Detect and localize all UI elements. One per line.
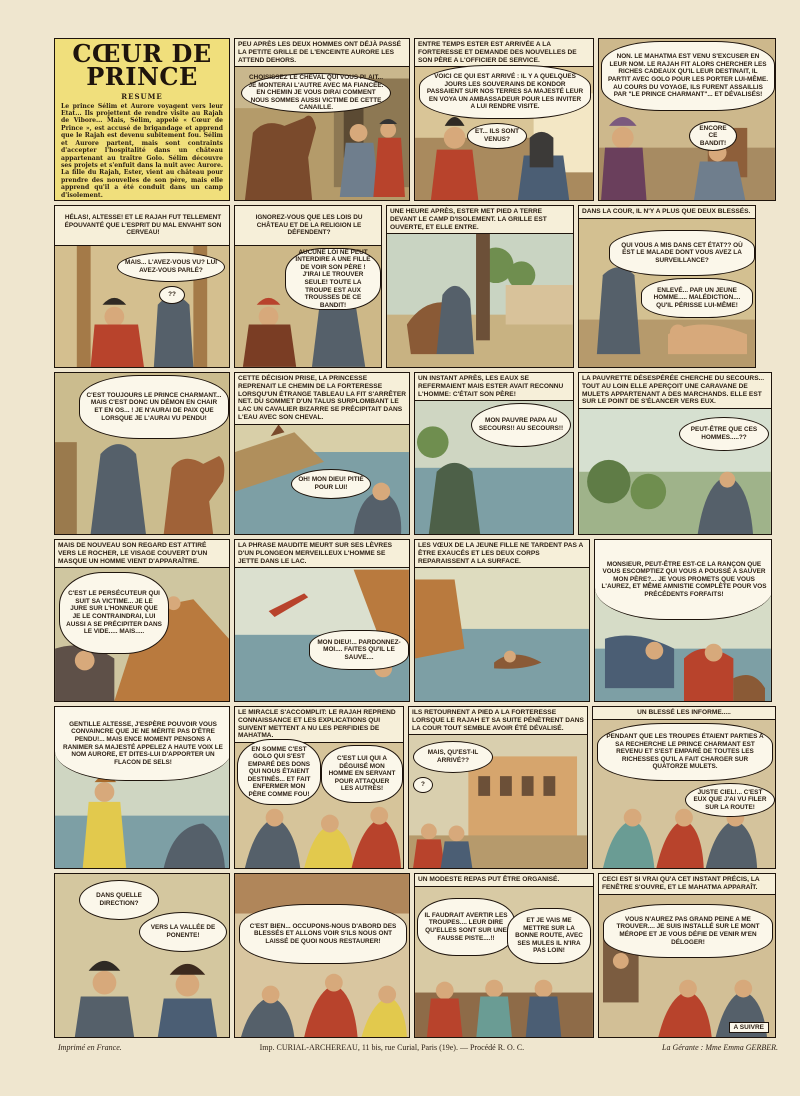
speech-bubble: GENTILLE ALTESSE, J'ESPÈRE POUVOIR VOUS CONVAINCRE QUE JE NE MÉRITE PAS D'ÊTRE PENDU!... MAIS ENCE MOMENT PENSONS A RANIMER SA MAJESTÉ APPELEZ A HAUTE VOIX LE NOM AURORE, ET DITES-LUI D'APPORTER UN FLACON DE SELS! (55, 707, 230, 781)
comic-panel-5-1 (54, 706, 230, 869)
panel-caption: PEU APRÈS LES DEUX HOMMES ONT DÉJÀ PASSÉ LA PETITE GRILLE DE L'ENCEINTE AURORE LES ATTEND DEHORS. (235, 39, 409, 67)
speech-bubble: MON DIEU!... PARDONNEZ-MOI.... FAITES QU'IL LE SAUVE.... (309, 630, 409, 670)
speech-bubble: VERS LA VALLÉE DE PONENTE! (139, 912, 227, 952)
comic-panel-2-2 (234, 205, 382, 368)
comic-page (54, 38, 776, 1038)
comic-row-6 (54, 873, 776, 1038)
speech-bubble: C'EST TOUJOURS LE PRINCE CHARMANT... MAIS C'EST DONC UN DÉMON EN CHAIR ET EN OS... ! JE N'AURAI DE PAIX QUE LORSQUE JE L'AURAI VU PENDU! (79, 375, 229, 439)
comic-panel-4-1 (54, 539, 230, 702)
speech-bubble: C'EST LUI QUI A DÉGUISÉ MON HOMME EN SERVANT POUR ATTAQUER LES AUTRES! (321, 745, 403, 803)
speech-bubble: DANS QUELLE DIRECTION? (79, 880, 159, 920)
comic-row-5 (54, 706, 776, 869)
comic-panel-4-3 (414, 539, 590, 702)
resume-label: RESUME (121, 91, 163, 101)
panel-caption: LE MIRACLE S'ACCOMPLIT: LE RAJAH REPREND CONNAISSANCE ET LES EXPLICATIONS QUI SUIVENT METTENT A NU LES PERFIDIES DE MAHATMA. (235, 707, 403, 743)
comic-panel-2-3 (386, 205, 574, 368)
resume-text: Le prince Sélim et Aurore voyagent vers leur Etat... Ils projettent de rendre visite au Rajah de Vibore... Mais, Sélim, appelé « Cœur de Prince », est accusé de brigandage et apprend que le Rajah est devenu subitement fou. Sélim et Aurore partent, mais sont contraints d'accepter l'hospitalité dans un château appartenant au traître Golo. Sélim découvre ses projets et s'enfuit dans la nuit avec Aurore. La fille du Rajah, Ester, vient au château pour prendre des nouvelles de son père, mais elle apprend qu'il a été conduit dans un camp d'isolement. (61, 102, 223, 199)
comic-panel-6-4 (598, 873, 776, 1038)
speech-bubble: IL FAUDRAIT AVERTIR LES TROUPES.... LEUR DIRE QU'ELLES SONT SUR UNE FAUSSE PISTE....!! (417, 898, 515, 956)
panel-caption: UN BLESSÉ LES INFORME..... (593, 707, 775, 720)
comic-panel-3-2 (234, 372, 410, 535)
comic-panel-1-3 (414, 38, 594, 201)
panel-caption: UN INSTANT APRÈS, LES EAUX SE REFERMAIENT MAIS ESTER AVAIT RECONNU L'HOMME: C'ÉTAIT SON PÈRE! (415, 373, 573, 401)
speech-bubble: VOICI CE QUI EST ARRIVÉ : IL Y A QUELQUES JOURS LES SOUVERAINS DE KONDOR PASSAIENT SUR NOS TERRES SA MAJESTÉ LEUR EN VOYA UN AMBASSADEUR POUR LES INVITER A LUI RENDRE VISITE. (419, 65, 591, 119)
panel-caption: CETTE DÉCISION PRISE, LA PRINCESSE REPRENAIT LE CHEMIN DE LA FORTERESSE LORSQU'UN ÉTRANGE TABLEAU LA FIT S'ARRÊTER NET. DU SOMMET D'UN TALUS SURPLOMBANT LE LAC UN CAVALIER BIZARRE SE PRÉCIPITAIT DANS L'EAU AVEC SON CHEVAL. (235, 373, 409, 425)
speech-bubble: C'EST LE PERSÉCUTEUR QUI SUIT SA VICTIME... JE LE JURE SUR L'HONNEUR QUE JE LE CONTRAINDRAI, LUI AUSSI A SE PRÉCIPITER DANS LE VIDE..... MAIS..... (59, 572, 169, 654)
speech-bubble: AUCUNE LOI NE PEUT INTERDIRE A UNE FILLE DE VOIR SON PÈRE ! J'IRAI LE TROUVER SEULE! TOUTE LA TROUPE EST AUX TROUSSES DE CE BANDIT! (285, 248, 381, 310)
comic-row-1 (54, 38, 776, 201)
speech-bubble: CHOISISSEZ LE CHEVAL QUI VOUS PLAIT... JE MONTERAI L'AUTRE AVEC MA FIANCÉE. EN CHEMIN JE VOUS DIRAI COMMENT NOUS SOMMES AUSSI VICTIME DE CETTE CANAILLE. (241, 73, 391, 113)
comic-panel-6-1 (54, 873, 230, 1038)
speech-bubble: MAIS... L'AVEZ-VOUS VU? LUI AVEZ-VOUS PARLÉ? (117, 252, 225, 282)
speech-bubble: VOUS N'AUREZ PAS GRAND PEINE A ME TROUVER.... JE SUIS INSTALLÉ SUR LE MONT MÉROPE ET JE VOUS DÉFIE DE VENIR M'EN DÉLOGER! (603, 904, 773, 958)
comic-panel-3-3 (414, 372, 574, 535)
comic-row-2 (54, 205, 776, 368)
comic-panel-2-1 (54, 205, 230, 368)
panel-caption: ILS RETOURNENT A PIED A LA FORTERESSE LORSQUE LE RAJAH ET SA SUITE PÉNÈTRENT DANS LA COUR TOUT SEMBLE AVOIR ÉTÉ DÉVALISÉ. (409, 707, 587, 735)
comic-row-3 (54, 372, 776, 535)
a-suivre-label: A SUIVRE (729, 1022, 769, 1033)
comic-panel-3-1 (54, 372, 230, 535)
speech-bubble: ET... ILS SONT VENUS? (467, 123, 527, 149)
comic-panel-4-4 (594, 539, 772, 702)
speech-bubble: PEUT-ÊTRE QUE CES HOMMES.....?? (679, 417, 769, 451)
speech-bubble: MAIS, QU'EST-IL ARRIVÉ?? (413, 741, 493, 773)
speech-bubble: JUSTE CIEL!... C'EST EUX QUE J'AI VU FILER SUR LA ROUTE! (685, 783, 775, 817)
speech-bubble: PENDANT QUE LES TROUPES ÉTAIENT PARTIES A SA RECHERCHE LE PRINCE CHARMANT EST REVENU ET S'EST EMPARÉ DE TOUTES LES RICHESSES QU'IL A FAIT CHARGER SUR QUATORZE MULETS. (597, 723, 773, 781)
speech-bubble: OH! MON DIEU! PITIÉ POUR LUI! (291, 469, 371, 499)
speech-bubble: ? (413, 777, 433, 793)
speech-bubble: IGNOREZ-VOUS QUE LES LOIS DU CHÂTEAU ET DE LA RELIGION LE DÉFENDENT? (235, 206, 382, 246)
speech-bubble: EN SOMME C'EST GOLO QUI S'EST EMPARÉ DES DONS QUI NOUS ÉTAIENT DESTINÉS... ET FAIT ENFERMER MON PÈRE COMME FOU! (237, 739, 321, 805)
comic-panel-1-4 (598, 38, 776, 201)
speech-bubble: C'EST BIEN... OCCUPONS-NOUS D'ABORD DES BLESSÉS ET ALLONS VOIR S'ILS NOUS ONT LAISSÉ DE QUOI NOUS RESTAURER! (239, 904, 407, 964)
panel-caption: MAIS DE NOUVEAU SON REGARD EST ATTIRÉ VERS LE ROCHER, LE VISAGE COUVERT D'UN MASQUE UN HOMME VIENT D'APPARAÎTRE. (55, 540, 229, 568)
footer-center: Imp. CURIAL-ARCHEREAU, 11 bis, rue Curial, Paris (19e). — Procédé R. O. C. (259, 1043, 525, 1052)
speech-bubble: ET JE VAIS ME METTRE SUR LA BONNE ROUTE, AVEC SES MULES IL N'IRA PAS LOIN! (507, 908, 591, 964)
speech-bubble: ENLEVÉ... PAR UN JEUNE HOMME..... MALÉDICTION.... QU'IL PÉRISSE LUI-MÊME! (641, 278, 753, 318)
comic-panel-5-2 (234, 706, 404, 869)
comic-panel-1-2 (234, 38, 410, 201)
comic-panel-5-4 (592, 706, 776, 869)
panel-caption: CECI EST SI VRAI QU'A CET INSTANT PRÉCIS, LA FENÊTRE S'OUVRE, ET LE MAHATMA APPARAÎT. (599, 874, 775, 895)
comic-panel-4-2 (234, 539, 410, 702)
story-title: CŒUR DE PRINCE (72, 39, 212, 91)
panel-caption: ENTRE TEMPS ESTER EST ARRIVÉE A LA FORTERESSE ET DEMANDE DES NOUVELLES DE SON PÈRE A L'OFFICIER DE SERVICE. (415, 39, 593, 67)
speech-bubble: ?? (159, 286, 185, 304)
speech-bubble: MONSIEUR, PEUT-ÊTRE EST-CE LA RANÇON QUE VOUS ESCOMPTIEZ QUI VOUS A POUSSÉ A SAUVER MON PÈRE?... JE VOUS PROMETS QUE VOUS L'AUREZ, ET MÊME AMNISTIE COMPLÈTE POUR VOS PRÉCÉDENTS FORFAITS! (595, 540, 772, 620)
comic-row-4 (54, 539, 776, 702)
panel-caption: LES VŒUX DE LA JEUNE FILLE NE TARDENT PAS A ÊTRE EXAUCÉS ET LES DEUX CORPS REPARAISSENT A LA SURFACE. (415, 540, 589, 568)
comic-panel-5-3 (408, 706, 588, 869)
speech-bubble: MON PAUVRE PAPA AU SECOURS!! AU SECOURS!! (471, 403, 571, 447)
title-block (54, 38, 230, 201)
comic-panel-3-4 (578, 372, 772, 535)
footer-right: La Gérante : Mme Emma GERBER. (662, 1043, 778, 1052)
comic-panel-2-4 (578, 205, 756, 368)
page-footer (58, 1043, 778, 1052)
speech-bubble: ENCORE CE BANDIT! (689, 121, 737, 151)
speech-bubble: QUI VOUS A MIS DANS CET ÉTAT?? OÙ EST LE MALADE DONT VOUS AVEZ LA SURVEILLANCE? (609, 230, 755, 276)
panel-caption: DANS LA COUR, IL N'Y A PLUS QUE DEUX BLESSÉS. (579, 206, 755, 219)
panel-caption: LA PAUVRETTE DÉSESPÉRÉE CHERCHE DU SECOURS... TOUT AU LOIN ELLE APERÇOIT UNE CARAVANE DE MULETS APPARTENANT A DES MARCHANDS. ELLE EST SUR LE POINT DE S'ÉLANCER VERS EUX. (579, 373, 771, 409)
comic-panel-6-3 (414, 873, 594, 1038)
comic-panel-6-2 (234, 873, 410, 1038)
panel-caption: LA PHRASE MAUDITE MEURT SUR SES LÈVRES D'UN PLONGEON MERVEILLEUX L'HOMME SE JETTE DANS LE LAC. (235, 540, 409, 568)
speech-bubble: NON. LE MAHATMA EST VENU S'EXCUSER EN LEUR NOM. LE RAJAH FIT ALORS CHERCHER LES RICHES CADEAUX QU'IL LEUR DESTINAIT, IL PARTIT AVEC GOLO POUR LES PORTER LUI-MÊME. AU COURS DU VOYAGE, ILS FURENT ASSAILLIS PAR "LE PRINCE CHARMANT"... ET DÉVALISÉS! (601, 41, 775, 111)
panel-caption: UNE HEURE APRÈS, ESTER MET PIED A TERRE DEVANT LE CAMP D'ISOLEMENT. LA GRILLE EST OUVERTE, ET ELLE ENTRE. (387, 206, 573, 234)
panel-caption: UN MODESTE REPAS PUT ÊTRE ORGANISÉ. (415, 874, 593, 887)
footer-left: Imprimé en France. (58, 1043, 122, 1052)
speech-bubble: HÉLAS!, ALTESSE! ET LE RAJAH FUT TELLEMENT ÉPOUVANTÉ QUE L'ESPRIT DU MAL ENVAHIT SON CERVEAU! (55, 206, 230, 246)
